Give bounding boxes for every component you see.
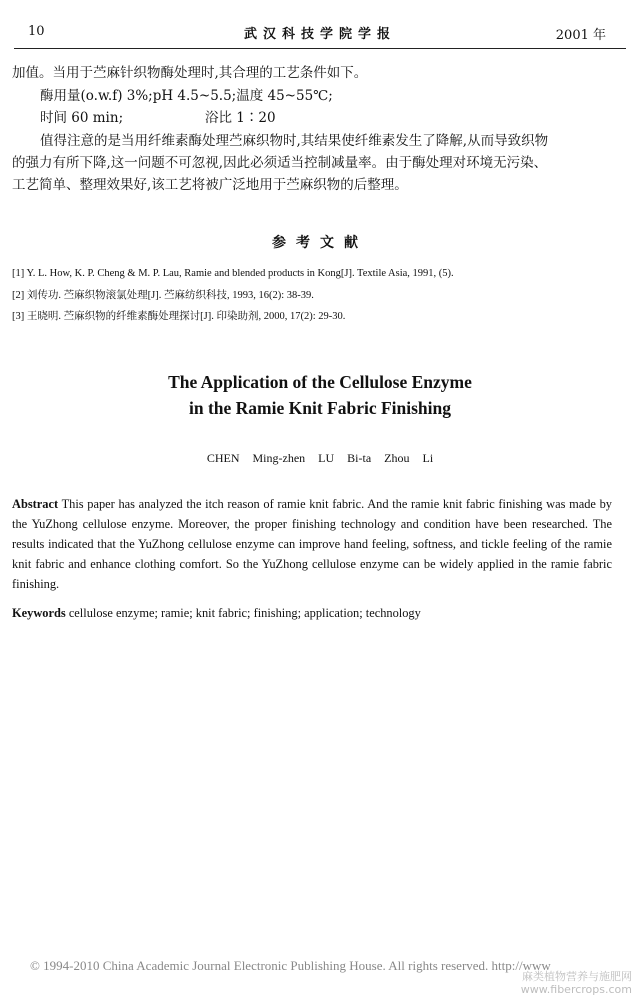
body-line-1: 加值。当用于苎麻针织物酶处理时,其合理的工艺条件如下。 (12, 65, 368, 81)
process-conditions-1: 酶用量(o.w.f) 3%;pH 4.5~5.5;温度 45~55℃; (40, 88, 333, 104)
authors: CHEN Ming-zhen LU Bi-ta Zhou Li (206, 451, 434, 465)
references-heading: 参考文献 (272, 235, 368, 251)
reference-item: [1] Y. L. How, K. P. Cheng & M. P. Lau, Ramie and blended products in Kong[J]. Textile Asia, 1991, (5). (12, 268, 454, 279)
keywords (12, 606, 421, 621)
page-number: 10 (28, 24, 45, 39)
body-para2-line-3: 工艺简单、整理效果好,该工艺将被广泛地用于苎麻织物的后整理。 (12, 177, 408, 193)
reference-item: [2] 刘传功. 苎麻织物滚氯处理[J]. 苎麻纺织科技, 1993, 16(2): 38-39. (12, 290, 314, 301)
english-title-line-2: in the Ramie Knit Fabric Finishing (188, 398, 452, 418)
site-watermark (521, 970, 632, 996)
english-title-line-1: The Application of the Cellulose Enzyme (168, 372, 472, 392)
copyright-footer: © 1994-2010 China Academic Journal Electronic Publishing House. All rights reserved. http://www (30, 958, 551, 973)
journal-name: 武汉科技学院学报 (243, 27, 396, 42)
keywords-label: Keywords (12, 606, 66, 620)
keywords-text: cellulose enzyme; ramie; knit fabric; finishing; application; technology (68, 606, 421, 620)
watermark-line-1: 麻类植物营养与施肥网 (522, 970, 632, 983)
reference-item: [3] 王晓明. 苎麻织物的纤维素酶处理探讨[J]. 印染助剂, 2000, 17(2): 29-30. (12, 311, 346, 322)
body-para2-line-1: 值得注意的是当用纤维素酶处理苎麻织物时,其结果使纤维素发生了降解,从而导致织物 (40, 133, 549, 149)
watermark-line-2: www.fibercrops.com (520, 983, 632, 996)
abstract-text: This paper has analyzed the itch reason of ramie knit fabric. And the ramie knit fabric finishing was made by the YuZhong cellulose enzyme. Moreover, the proper finishing technology and condition have been researched. The results indicated that the YuZhong cellulose enzyme can improve hand feeling, softness, and tickle feeling of the ramie knit fabric and enhance clothing comfort. So the YuZhong cellulose enzyme can be widely applied in the ramie fabric finishing. (12, 497, 612, 591)
publication-year: 2001 年 (555, 28, 606, 43)
process-conditions-2b: 浴比 1∶20 (205, 110, 276, 126)
abstract-label: Abstract (12, 497, 59, 511)
abstract (12, 494, 612, 594)
body-para2-line-2: 的强力有所下降,这一问题不可忽视,因此必须适当控制减量率。由于酶处理对环境无污染、 (12, 155, 548, 171)
process-conditions-2a: 时间 60 min; (40, 110, 124, 126)
